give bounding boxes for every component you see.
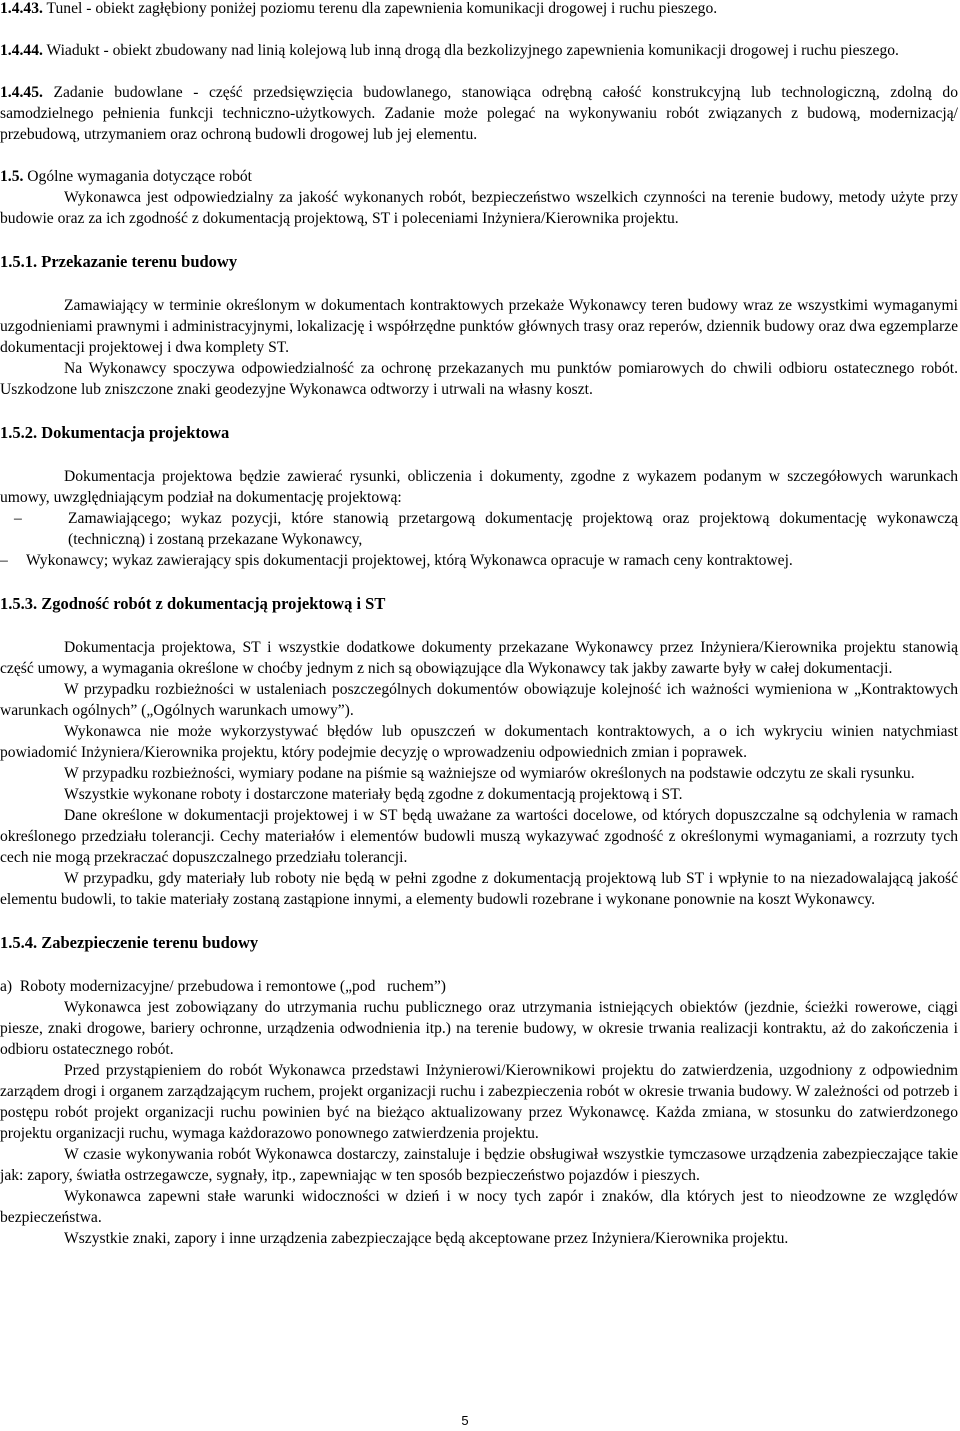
section-1-5-2-heading: 1.5.2. Dokumentacja projektowa: [0, 423, 230, 442]
section-1-5-3-heading: 1.5.3. Zgodność robót z dokumentacją projektową i ST: [0, 594, 386, 613]
section-1-5-2-paragraph: Dokumentacja projektowa będzie zawierać rysunki, obliczenia i dokumenty, zgodne z wykazem podanym w szczegółowych warunkach umowy, uwzględniającym podział na dokumentację projektową:: [0, 468, 958, 506]
section-1-5-4-paragraph: Przed przystąpieniem do robót Wykonawca przedstawi Inżynierowi/Kierownikowi projektu do zatwierdzenia, uzgodniony z odpowiednim zarządem drogi i organem zarządzającym ruchem, projekt organizacji ruchu i zabezpieczenia robót w okresie trwania budowy. W zależności od potrzeb i postępu robót projekt organizacji ruchu powinien być na bieżąco aktualizowany przez Wykonawcę. Każda zmiana, w stosunku do zatwierdzonego projektu organizacji ruchu, wymaga każdorazowo ponownego zatwierdzenia projektu.: [0, 1062, 958, 1142]
section-1-5-4-paragraph: Wykonawca zapewni stałe warunki widoczności w dzień i w nocy tych zapór i znaków, dla których jest to nieodzowne ze względów bezpieczeństwa.: [0, 1188, 958, 1226]
list-item: [0, 508, 958, 550]
definition-text: Tunel - obiekt zagłębiony poniżej poziomu terenu dla zapewnienia komunikacji drogowej i ruchu pieszego.: [42, 0, 718, 17]
section-1-5-3-paragraph: Wykonawca nie może wykorzystywać błędów lub opuszczeń w dokumentach kontraktowych, a o ich wykryciu winien natychmiast powiadomić Inżyniera/Kierownika projektu, który podejmie decyzję o wprowadzeniu odpowiednich zmian i poprawek.: [0, 723, 958, 761]
section-1-5-3-paragraph: Dokumentacja projektowa, ST i wszystkie dodatkowe dokumenty przekazane Wykonawcy przez Inżyniera/Kierownika projektu stanowią część umowy, a wymagania określone w choćby jednym z nich są obowiązujące dla Wykonawcy tak jakby zawarte były w całej dokumentacji.: [0, 639, 958, 677]
section-1-5-4-heading: 1.5.4. Zabezpieczenie terenu budowy: [0, 933, 259, 952]
section-1-5-3-paragraph: Dane określone w dokumentacji projektowej i w ST będą uważane za wartości docelowe, od których dopuszczalne są odchylenia w ramach określonego przedziału tolerancji. Cechy materiałów i elementów budowli muszą wykazywać zgodność z określonymi wymaganiami, a rozrzuty tych cech nie mogą przekraczać dopuszczalnego przedziału tolerancji.: [0, 807, 958, 866]
definition-number: 1.4.45.: [0, 84, 43, 101]
section-1-5-3-paragraph: W przypadku rozbieżności, wymiary podane na piśmie są ważniejsze od wymiarów określonych na podstawie odczytu ze skali rysunku.: [64, 765, 915, 782]
section-1-5-4-paragraph: Wszystkie znaki, zapory i inne urządzenia zabezpieczające będą akceptowane przez Inżyniera/Kierownika projektu.: [64, 1230, 789, 1247]
page-number: 5: [461, 1413, 469, 1428]
list-item-text: Zamawiającego; wykaz pozycji, które stanowią przetargową dokumentację projektową oraz projektową dokumentację wykonawczą (techniczną) i zostaną przekazane Wykonawcy,: [68, 510, 958, 548]
section-title: Ogólne wymagania dotyczące robót: [23, 168, 253, 185]
section-1-5-4-paragraph: Wykonawca jest zobowiązany do utrzymania ruchu publicznego oraz utrzymania istniejących obiektów (jezdnie, ścieżki rowerowe, ciągi piesze, znaki drogowe, bariery ochronne, urządzenia odwodnienia itp.) na terenie budowy, w okresie trwania realizacji kontraktu, aż do zakończenia i odbioru ostatecznego robót.: [0, 999, 958, 1058]
section-1-5-3-paragraph: W przypadku, gdy materiały lub roboty nie będą w pełni zgodne z dokumentacją projektową lub ST i wpłynie to na niezadowalającą jakość elementu budowli, to takie materiały zostaną zastąpione innymi, a elementy budowli rozebrane i wykonane ponownie na koszt Wykonawcy.: [0, 870, 958, 908]
definition-1-4-45: [0, 82, 958, 145]
definition-1-4-44: [0, 40, 958, 61]
section-1-5-paragraph: Wykonawca jest odpowiedzialny za jakość wykonanych robót, bezpieczeństwo wszelkich czynności na terenie budowy, metody użyte przy budowie oraz za ich zgodność z dokumentacją projektową, ST i poleceniami Inżyniera/Kierownika projektu.: [0, 189, 958, 227]
definition-number: 1.4.43.: [0, 0, 43, 17]
definition-text: Wiadukt - obiekt zbudowany nad linią kolejową lub inną drogą dla bezkolizyjnego zapewnienia komunikacji drogowej i ruchu pieszego.: [42, 42, 899, 59]
section-1-5-1-paragraph-2: Na Wykonawcy spoczywa odpowiedzialność za ochronę przekazanych mu punktów pomiarowych do chwili odbioru ostatecznego robót. Uszkodzone lub zniszczone znaki geodezyjne Wykonawca odtworzy i utrwali na własny koszt.: [0, 360, 958, 398]
section-number: 1.5.: [0, 168, 24, 185]
section-1-5-1-heading: 1.5.1. Przekazanie terenu budowy: [0, 252, 238, 271]
subsection-a-title: a) Roboty modernizacyjne/ przebudowa i remontowe („pod ruchem”): [0, 978, 446, 995]
section-1-5-3-paragraph: Wszystkie wykonane roboty i dostarczone materiały będą zgodne z dokumentacją projektową i ST.: [64, 786, 683, 803]
definition-1-4-43: [0, 0, 958, 19]
definition-text: Zadanie budowlane - część przedsięwzięcia budowlanego, stanowiąca odrębną całość konstrukcyjną lub technologiczną, zdolną do samodzielnego pełnienia funkcji techniczno-użytkowych. Zadanie może polegać na wykonywaniu robót związanych z budową, modernizacją/ przebudową, utrzymaniem oraz ochroną budowli drogowej lub jej elementu.: [0, 84, 958, 143]
dash-bullet: –: [14, 510, 22, 527]
section-1-5-4-paragraph: W czasie wykonywania robót Wykonawca dostarczy, zainstaluje i będzie obsługiwał wszystkie tymczasowe urządzenia zabezpieczające takie jak: zapory, światła ostrzegawcze, sygnały, itp., zapewniając w ten sposób bezpieczeństwo pojazdów i pieszych.: [0, 1146, 958, 1184]
section-1-5-1-paragraph-1: Zamawiający w terminie określonym w dokumentach kontraktowych przekaże Wykonawcy teren budowy wraz ze wszystkimi wymaganymi uzgodnieniami prawnymi i administracyjnymi, lokalizację i współrzędne punktów głównych trasy oraz reperów, dziennik budowy oraz dwa egzemplarze dokumentacji projektowej i dwa komplety ST.: [0, 297, 958, 356]
definition-number: 1.4.44.: [0, 42, 43, 59]
section-1-5-title: [0, 166, 958, 187]
list-item: [0, 550, 958, 571]
list-item-text: Wykonawcy; wykaz zawierający spis dokumentacji projektowej, którą Wykonawca opracuje w ramach ceny kontraktowej.: [26, 552, 793, 569]
section-1-5-3-paragraph: W przypadku rozbieżności w ustaleniach poszczególnych dokumentów obowiązuje kolejność ich ważności wymieniona w „Kontraktowych warunkach ogólnych” („Ogólnych warunkach umowy”).: [0, 681, 958, 719]
dash-bullet: –: [0, 552, 8, 569]
